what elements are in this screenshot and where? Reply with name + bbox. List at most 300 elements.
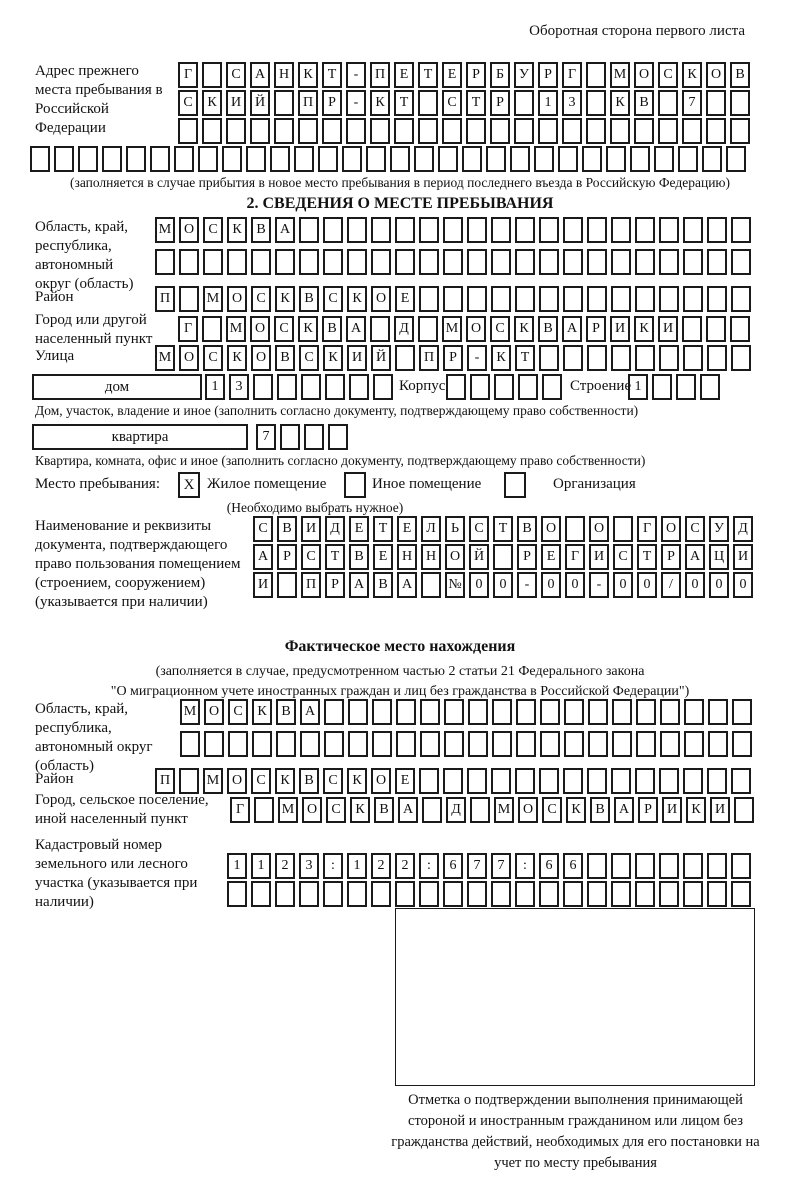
char-cell[interactable]: О bbox=[661, 516, 681, 542]
char-cell[interactable] bbox=[540, 699, 560, 725]
char-cell[interactable] bbox=[324, 699, 344, 725]
char-cell[interactable] bbox=[179, 286, 199, 312]
char-cell[interactable] bbox=[730, 118, 750, 144]
char-cell[interactable]: К bbox=[514, 316, 534, 342]
char-cell[interactable] bbox=[707, 768, 727, 794]
char-cell[interactable] bbox=[372, 699, 392, 725]
char-cell[interactable]: В bbox=[590, 797, 610, 823]
char-cell[interactable] bbox=[299, 249, 319, 275]
char-cell[interactable] bbox=[515, 881, 535, 907]
char-cell[interactable] bbox=[328, 424, 348, 450]
char-cell[interactable]: Р bbox=[538, 62, 558, 88]
char-cell[interactable] bbox=[539, 286, 559, 312]
char-cell[interactable]: И bbox=[658, 316, 678, 342]
char-cell[interactable] bbox=[539, 768, 559, 794]
char-cell[interactable]: А bbox=[397, 572, 417, 598]
char-cell[interactable] bbox=[466, 118, 486, 144]
char-cell[interactable] bbox=[371, 881, 391, 907]
char-cell[interactable]: 0 bbox=[541, 572, 561, 598]
char-cell[interactable] bbox=[370, 316, 390, 342]
char-cell[interactable]: И bbox=[589, 544, 609, 570]
char-cell[interactable]: О bbox=[371, 286, 391, 312]
char-cell[interactable]: К bbox=[275, 768, 295, 794]
char-cell[interactable] bbox=[418, 118, 438, 144]
char-cell[interactable] bbox=[635, 249, 655, 275]
char-cell[interactable]: О bbox=[706, 62, 726, 88]
char-cell[interactable]: К bbox=[686, 797, 706, 823]
char-cell[interactable]: О bbox=[179, 217, 199, 243]
char-cell[interactable] bbox=[613, 516, 633, 542]
char-cell[interactable] bbox=[323, 249, 343, 275]
char-cell[interactable] bbox=[493, 544, 513, 570]
char-cell[interactable] bbox=[611, 249, 631, 275]
char-cell[interactable] bbox=[539, 217, 559, 243]
char-cell[interactable] bbox=[563, 345, 583, 371]
char-cell[interactable]: О bbox=[466, 316, 486, 342]
char-cell[interactable] bbox=[490, 118, 510, 144]
char-cell[interactable]: 3 bbox=[299, 853, 319, 879]
char-cell[interactable] bbox=[270, 146, 290, 172]
char-cell[interactable]: 1 bbox=[538, 90, 558, 116]
char-cell[interactable] bbox=[634, 118, 654, 144]
char-cell[interactable]: А bbox=[346, 316, 366, 342]
char-cell[interactable] bbox=[443, 768, 463, 794]
char-cell[interactable] bbox=[611, 217, 631, 243]
char-cell[interactable] bbox=[683, 217, 703, 243]
char-cell[interactable] bbox=[563, 881, 583, 907]
char-cell[interactable] bbox=[396, 699, 416, 725]
char-cell[interactable] bbox=[683, 249, 703, 275]
char-cell[interactable] bbox=[515, 249, 535, 275]
char-cell[interactable]: Р bbox=[443, 345, 463, 371]
char-cell[interactable]: М bbox=[155, 217, 175, 243]
char-cell[interactable]: Т bbox=[394, 90, 414, 116]
char-cell[interactable] bbox=[394, 118, 414, 144]
char-cell[interactable]: О bbox=[179, 345, 199, 371]
char-cell[interactable] bbox=[659, 249, 679, 275]
char-cell[interactable]: 6 bbox=[563, 853, 583, 879]
char-cell[interactable]: Е bbox=[395, 286, 415, 312]
char-cell[interactable] bbox=[492, 699, 512, 725]
char-cell[interactable] bbox=[204, 731, 224, 757]
char-cell[interactable] bbox=[494, 374, 514, 400]
char-cell[interactable] bbox=[467, 286, 487, 312]
char-cell[interactable] bbox=[706, 316, 726, 342]
char-cell[interactable] bbox=[371, 249, 391, 275]
char-cell[interactable]: С bbox=[226, 62, 246, 88]
char-cell[interactable]: П bbox=[301, 572, 321, 598]
char-cell[interactable]: Р bbox=[490, 90, 510, 116]
char-cell[interactable]: В bbox=[349, 544, 369, 570]
char-cell[interactable] bbox=[395, 881, 415, 907]
char-cell[interactable] bbox=[347, 881, 367, 907]
char-cell[interactable] bbox=[730, 316, 750, 342]
char-cell[interactable] bbox=[323, 881, 343, 907]
char-cell[interactable] bbox=[395, 249, 415, 275]
char-cell[interactable] bbox=[734, 797, 754, 823]
char-cell[interactable]: К bbox=[566, 797, 586, 823]
char-cell[interactable] bbox=[587, 217, 607, 243]
char-cell[interactable]: О bbox=[634, 62, 654, 88]
char-cell[interactable]: С bbox=[542, 797, 562, 823]
char-cell[interactable]: О bbox=[227, 768, 247, 794]
char-cell[interactable] bbox=[180, 731, 200, 757]
char-cell[interactable]: И bbox=[347, 345, 367, 371]
char-cell[interactable] bbox=[707, 249, 727, 275]
char-cell[interactable]: И bbox=[610, 316, 630, 342]
char-cell[interactable] bbox=[659, 217, 679, 243]
char-cell[interactable]: О bbox=[204, 699, 224, 725]
char-cell[interactable] bbox=[346, 118, 366, 144]
char-cell[interactable]: П bbox=[419, 345, 439, 371]
char-cell[interactable] bbox=[684, 699, 704, 725]
char-cell[interactable]: К bbox=[347, 768, 367, 794]
char-cell[interactable] bbox=[202, 118, 222, 144]
char-cell[interactable]: Д bbox=[394, 316, 414, 342]
char-cell[interactable] bbox=[203, 249, 223, 275]
char-cell[interactable]: М bbox=[226, 316, 246, 342]
char-cell[interactable]: С bbox=[323, 286, 343, 312]
char-cell[interactable]: Е bbox=[394, 62, 414, 88]
char-cell[interactable] bbox=[443, 286, 463, 312]
char-cell[interactable] bbox=[102, 146, 122, 172]
char-cell[interactable]: В bbox=[730, 62, 750, 88]
char-cell[interactable] bbox=[708, 731, 728, 757]
char-cell[interactable] bbox=[467, 768, 487, 794]
char-cell[interactable] bbox=[726, 146, 746, 172]
char-cell[interactable]: А bbox=[275, 217, 295, 243]
char-cell[interactable] bbox=[347, 217, 367, 243]
char-cell[interactable] bbox=[444, 699, 464, 725]
char-cell[interactable]: И bbox=[253, 572, 273, 598]
char-cell[interactable] bbox=[708, 699, 728, 725]
char-cell[interactable] bbox=[563, 249, 583, 275]
char-cell[interactable] bbox=[678, 146, 698, 172]
char-cell[interactable]: 3 bbox=[562, 90, 582, 116]
char-cell[interactable] bbox=[318, 146, 338, 172]
char-cell[interactable] bbox=[228, 731, 248, 757]
char-cell[interactable]: Р bbox=[517, 544, 537, 570]
char-cell[interactable] bbox=[467, 217, 487, 243]
char-cell[interactable]: В bbox=[299, 286, 319, 312]
char-cell[interactable] bbox=[275, 881, 295, 907]
char-cell[interactable]: Р bbox=[325, 572, 345, 598]
char-cell[interactable] bbox=[155, 249, 175, 275]
char-cell[interactable]: 1 bbox=[227, 853, 247, 879]
char-cell[interactable]: В bbox=[251, 217, 271, 243]
char-cell[interactable] bbox=[150, 146, 170, 172]
char-cell[interactable] bbox=[174, 146, 194, 172]
char-cell[interactable]: С bbox=[613, 544, 633, 570]
char-cell[interactable]: М bbox=[180, 699, 200, 725]
char-cell[interactable]: С bbox=[251, 768, 271, 794]
char-cell[interactable]: А bbox=[253, 544, 273, 570]
char-cell[interactable] bbox=[586, 62, 606, 88]
char-cell[interactable] bbox=[419, 881, 439, 907]
char-cell[interactable]: С bbox=[469, 516, 489, 542]
char-cell[interactable]: К bbox=[350, 797, 370, 823]
char-cell[interactable]: О bbox=[302, 797, 322, 823]
char-cell[interactable] bbox=[294, 146, 314, 172]
char-cell[interactable] bbox=[322, 118, 342, 144]
char-cell[interactable] bbox=[636, 731, 656, 757]
char-cell[interactable]: И bbox=[226, 90, 246, 116]
char-cell[interactable]: 1 bbox=[251, 853, 271, 879]
char-cell[interactable]: А bbox=[398, 797, 418, 823]
char-cell[interactable] bbox=[731, 345, 751, 371]
char-cell[interactable]: Г bbox=[230, 797, 250, 823]
char-cell[interactable]: К bbox=[227, 217, 247, 243]
char-cell[interactable] bbox=[468, 731, 488, 757]
char-cell[interactable] bbox=[422, 797, 442, 823]
char-cell[interactable]: О bbox=[227, 286, 247, 312]
char-cell[interactable] bbox=[707, 286, 727, 312]
char-cell[interactable]: 0 bbox=[733, 572, 753, 598]
char-cell[interactable]: М bbox=[494, 797, 514, 823]
char-cell[interactable] bbox=[420, 731, 440, 757]
char-cell[interactable] bbox=[564, 731, 584, 757]
char-cell[interactable] bbox=[731, 853, 751, 879]
checkbox-organization[interactable] bbox=[504, 472, 526, 498]
char-cell[interactable] bbox=[565, 516, 585, 542]
char-cell[interactable] bbox=[730, 90, 750, 116]
char-cell[interactable]: И bbox=[662, 797, 682, 823]
char-cell[interactable] bbox=[538, 118, 558, 144]
char-cell[interactable] bbox=[514, 90, 534, 116]
char-cell[interactable] bbox=[635, 768, 655, 794]
char-cell[interactable]: С bbox=[178, 90, 198, 116]
char-cell[interactable]: 7 bbox=[491, 853, 511, 879]
char-cell[interactable] bbox=[731, 249, 751, 275]
char-cell[interactable] bbox=[299, 881, 319, 907]
char-cell[interactable]: Ц bbox=[709, 544, 729, 570]
char-cell[interactable]: А bbox=[250, 62, 270, 88]
char-cell[interactable]: А bbox=[562, 316, 582, 342]
char-cell[interactable]: - bbox=[589, 572, 609, 598]
char-cell[interactable] bbox=[682, 118, 702, 144]
char-cell[interactable] bbox=[515, 286, 535, 312]
char-cell[interactable] bbox=[325, 374, 345, 400]
char-cell[interactable] bbox=[491, 881, 511, 907]
char-cell[interactable]: А bbox=[685, 544, 705, 570]
char-cell[interactable] bbox=[467, 881, 487, 907]
char-cell[interactable] bbox=[683, 286, 703, 312]
char-cell[interactable]: В bbox=[299, 768, 319, 794]
char-cell[interactable] bbox=[491, 768, 511, 794]
char-cell[interactable]: Г bbox=[178, 316, 198, 342]
char-cell[interactable] bbox=[612, 731, 632, 757]
char-cell[interactable]: Г bbox=[562, 62, 582, 88]
char-cell[interactable]: В bbox=[276, 699, 296, 725]
char-cell[interactable] bbox=[348, 731, 368, 757]
char-cell[interactable] bbox=[251, 881, 271, 907]
char-cell[interactable]: П bbox=[155, 286, 175, 312]
char-cell[interactable]: К bbox=[227, 345, 247, 371]
char-cell[interactable] bbox=[373, 374, 393, 400]
char-cell[interactable] bbox=[443, 249, 463, 275]
char-cell[interactable] bbox=[444, 731, 464, 757]
char-cell[interactable]: Р bbox=[661, 544, 681, 570]
char-cell[interactable] bbox=[443, 217, 463, 243]
char-cell[interactable]: В bbox=[322, 316, 342, 342]
char-cell[interactable] bbox=[250, 118, 270, 144]
char-cell[interactable]: А bbox=[300, 699, 320, 725]
char-cell[interactable]: Т bbox=[325, 544, 345, 570]
char-cell[interactable] bbox=[587, 853, 607, 879]
char-cell[interactable]: Т bbox=[373, 516, 393, 542]
char-cell[interactable]: К bbox=[634, 316, 654, 342]
char-cell[interactable] bbox=[254, 797, 274, 823]
char-cell[interactable] bbox=[179, 249, 199, 275]
char-cell[interactable]: К bbox=[252, 699, 272, 725]
char-cell[interactable]: С bbox=[251, 286, 271, 312]
char-cell[interactable] bbox=[366, 146, 386, 172]
char-cell[interactable] bbox=[348, 699, 368, 725]
char-cell[interactable]: О bbox=[589, 516, 609, 542]
char-cell[interactable] bbox=[732, 731, 752, 757]
char-cell[interactable]: В bbox=[277, 516, 297, 542]
char-cell[interactable] bbox=[587, 768, 607, 794]
char-cell[interactable] bbox=[126, 146, 146, 172]
char-cell[interactable]: У bbox=[709, 516, 729, 542]
char-cell[interactable] bbox=[516, 699, 536, 725]
char-cell[interactable] bbox=[274, 90, 294, 116]
char-cell[interactable] bbox=[588, 731, 608, 757]
char-cell[interactable]: М bbox=[155, 345, 175, 371]
char-cell[interactable]: В bbox=[373, 572, 393, 598]
char-cell[interactable]: Т bbox=[637, 544, 657, 570]
char-cell[interactable] bbox=[562, 118, 582, 144]
char-cell[interactable] bbox=[419, 286, 439, 312]
char-cell[interactable] bbox=[277, 572, 297, 598]
char-cell[interactable]: О bbox=[250, 316, 270, 342]
char-cell[interactable] bbox=[518, 374, 538, 400]
char-cell[interactable] bbox=[611, 853, 631, 879]
char-cell[interactable]: Е bbox=[397, 516, 417, 542]
char-cell[interactable]: Н bbox=[274, 62, 294, 88]
char-cell[interactable]: Д bbox=[446, 797, 466, 823]
char-cell[interactable] bbox=[659, 881, 679, 907]
char-cell[interactable]: - bbox=[346, 62, 366, 88]
char-cell[interactable]: О bbox=[518, 797, 538, 823]
char-cell[interactable]: С bbox=[442, 90, 462, 116]
char-cell[interactable]: : bbox=[323, 853, 343, 879]
char-cell[interactable] bbox=[731, 768, 751, 794]
checkbox-residential[interactable]: X bbox=[178, 472, 200, 498]
char-cell[interactable]: М bbox=[203, 768, 223, 794]
char-cell[interactable]: Й bbox=[250, 90, 270, 116]
char-cell[interactable]: 1 bbox=[205, 374, 225, 400]
char-cell[interactable]: С bbox=[326, 797, 346, 823]
char-cell[interactable] bbox=[611, 286, 631, 312]
char-cell[interactable] bbox=[635, 345, 655, 371]
char-cell[interactable]: С bbox=[203, 345, 223, 371]
char-cell[interactable] bbox=[251, 249, 271, 275]
char-cell[interactable]: С bbox=[253, 516, 273, 542]
char-cell[interactable]: 1 bbox=[347, 853, 367, 879]
char-cell[interactable] bbox=[588, 699, 608, 725]
char-cell[interactable] bbox=[659, 345, 679, 371]
char-cell[interactable] bbox=[470, 797, 490, 823]
char-cell[interactable] bbox=[347, 249, 367, 275]
char-cell[interactable]: 0 bbox=[565, 572, 585, 598]
char-cell[interactable] bbox=[702, 146, 722, 172]
char-cell[interactable] bbox=[660, 699, 680, 725]
char-cell[interactable] bbox=[304, 424, 324, 450]
char-cell[interactable] bbox=[707, 217, 727, 243]
char-cell[interactable] bbox=[275, 249, 295, 275]
char-cell[interactable]: С bbox=[274, 316, 294, 342]
char-cell[interactable]: К bbox=[298, 62, 318, 88]
char-cell[interactable]: М bbox=[203, 286, 223, 312]
char-cell[interactable] bbox=[467, 249, 487, 275]
char-cell[interactable]: С bbox=[203, 217, 223, 243]
char-cell[interactable]: А bbox=[349, 572, 369, 598]
char-cell[interactable] bbox=[418, 90, 438, 116]
char-cell[interactable]: Р bbox=[277, 544, 297, 570]
char-cell[interactable]: И bbox=[710, 797, 730, 823]
char-cell[interactable] bbox=[419, 249, 439, 275]
char-cell[interactable] bbox=[659, 768, 679, 794]
char-cell[interactable] bbox=[659, 853, 679, 879]
char-cell[interactable] bbox=[539, 345, 559, 371]
char-cell[interactable] bbox=[442, 118, 462, 144]
char-cell[interactable] bbox=[414, 146, 434, 172]
char-cell[interactable] bbox=[253, 374, 273, 400]
char-cell[interactable] bbox=[486, 146, 506, 172]
char-cell[interactable] bbox=[611, 345, 631, 371]
char-cell[interactable]: 0 bbox=[613, 572, 633, 598]
char-cell[interactable]: Р bbox=[466, 62, 486, 88]
char-cell[interactable] bbox=[301, 374, 321, 400]
char-cell[interactable]: К bbox=[491, 345, 511, 371]
char-cell[interactable]: Е bbox=[373, 544, 393, 570]
char-cell[interactable] bbox=[707, 881, 727, 907]
char-cell[interactable] bbox=[492, 731, 512, 757]
char-cell[interactable]: - bbox=[467, 345, 487, 371]
char-cell[interactable]: - bbox=[517, 572, 537, 598]
char-cell[interactable]: Н bbox=[421, 544, 441, 570]
char-cell[interactable] bbox=[342, 146, 362, 172]
char-cell[interactable] bbox=[635, 286, 655, 312]
char-cell[interactable]: Р bbox=[586, 316, 606, 342]
char-cell[interactable]: П bbox=[155, 768, 175, 794]
char-cell[interactable]: Й bbox=[371, 345, 391, 371]
char-cell[interactable] bbox=[277, 374, 297, 400]
char-cell[interactable] bbox=[514, 118, 534, 144]
char-cell[interactable] bbox=[491, 249, 511, 275]
char-cell[interactable]: У bbox=[514, 62, 534, 88]
char-cell[interactable] bbox=[586, 90, 606, 116]
char-cell[interactable]: 1 bbox=[628, 374, 648, 400]
char-cell[interactable]: К bbox=[323, 345, 343, 371]
char-cell[interactable] bbox=[706, 90, 726, 116]
char-cell[interactable]: Т bbox=[515, 345, 535, 371]
char-cell[interactable]: № bbox=[445, 572, 465, 598]
char-cell[interactable]: Д bbox=[733, 516, 753, 542]
char-cell[interactable] bbox=[611, 881, 631, 907]
char-cell[interactable] bbox=[198, 146, 218, 172]
char-cell[interactable]: С bbox=[299, 345, 319, 371]
char-cell[interactable] bbox=[706, 118, 726, 144]
char-cell[interactable] bbox=[395, 345, 415, 371]
char-cell[interactable]: - bbox=[346, 90, 366, 116]
char-cell[interactable] bbox=[202, 316, 222, 342]
char-cell[interactable]: 2 bbox=[275, 853, 295, 879]
char-cell[interactable] bbox=[280, 424, 300, 450]
char-cell[interactable] bbox=[606, 146, 626, 172]
char-cell[interactable] bbox=[246, 146, 266, 172]
